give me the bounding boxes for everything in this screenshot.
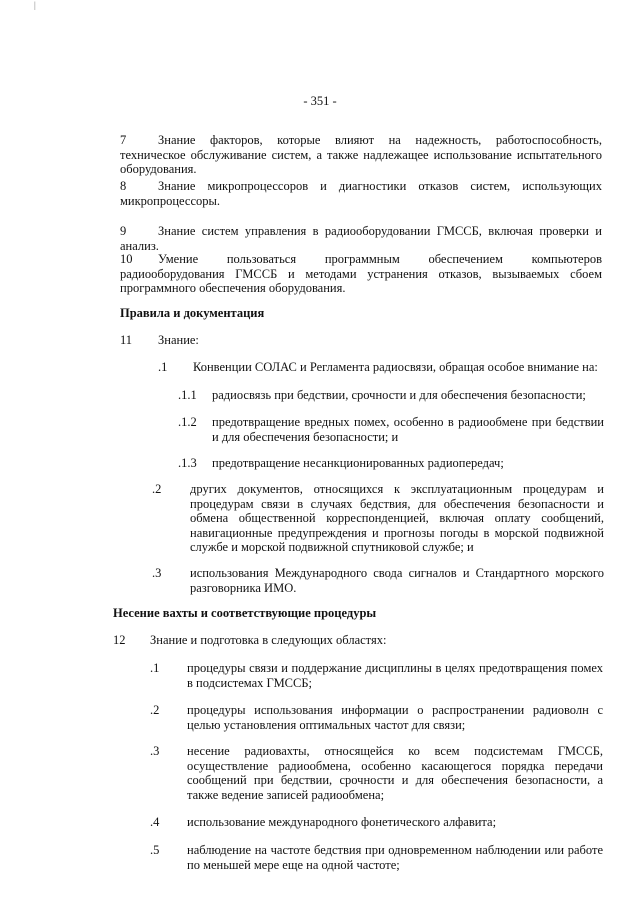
subitem-number: .2 (152, 482, 162, 496)
item-text: Знание: (158, 333, 199, 347)
item-text: Знание микропроцессоров и диагностики отказов систем, использующих микропроцессоры. (120, 179, 602, 208)
subitem-text: Конвенции СОЛАС и Регламента радиосвязи, обращая особое внимание на: (193, 360, 598, 374)
scan-mark: | (34, 0, 36, 10)
subitem-text: других документов, относящихся к эксплуатационным процедурам и процедурам связи в случаях бедствия, для обеспечения безопасности и обмена общественной корреспонденцией, включая оплату сообщений, навигационные предупреждения и прогнозы погоды в морской подвижной службе и морской подвижной спутниковой службе; и (190, 482, 604, 555)
subitem-number: .1 (158, 360, 168, 374)
subitem-number: .3 (152, 566, 162, 580)
subsubitem-number: .1.3 (178, 456, 197, 470)
subsubitem-number: .1.2 (178, 415, 197, 429)
item-number: 9 (120, 224, 127, 238)
subitem-text: наблюдение на частоте бедствия при одновременном наблюдении или работе по меньшей мере еще на одной частоте; (187, 843, 603, 872)
item-number: 10 (120, 252, 133, 266)
subitem-text: процедуры связи и поддержание дисциплины в целях предотвращения помех в подсистемах ГМССБ; (187, 661, 603, 690)
item-number: 8 (120, 179, 127, 193)
item-text: Умение пользоваться программным обеспечением компьютеров радиооборудования ГМССБ и методами устранения отказов, вызываемых сбоем программного обеспечения оборудования. (120, 252, 602, 296)
subsubitem-text: предотвращение несанкционированных радиопередач; (212, 456, 504, 470)
item-text: Знание и подготовка в следующих областях: (150, 633, 387, 647)
item-number: 12 (113, 633, 126, 647)
subitem-text: использование международного фонетического алфавита; (187, 815, 497, 829)
subitem-number: .5 (150, 843, 160, 857)
subitem-text: использования Международного свода сигналов и Стандартного морского разговорника ИМО. (190, 566, 604, 595)
subsubitem-number: .1.1 (178, 388, 197, 402)
item-text: Знание факторов, которые влияют на надежность, работоспособность, техническое обслуживание систем, а также надлежащее использование испытательного оборудования. (120, 133, 602, 177)
page-number: - 351 - (303, 94, 337, 108)
subitem-number: .1 (150, 661, 160, 675)
section-heading: Несение вахты и соответствующие процедуры (113, 606, 377, 620)
subsubitem-text: предотвращение вредных помех, особенно в радиообмене при бедствии и для обеспечения безопасности; и (212, 415, 604, 444)
item-number: 11 (120, 333, 133, 347)
subitem-number: .2 (150, 703, 160, 717)
subitem-number: .4 (150, 815, 160, 829)
subitem-text: несение радиовахты, относящейся ко всем подсистемам ГМССБ, осуществление радиообмена, особенно касающегося порядка передачи сообщений при бедствии, срочности и для обеспечения безопасности, а также ведение записей радиообмена; (187, 744, 603, 802)
item-number: 7 (120, 133, 127, 147)
subitem-number: .3 (150, 744, 160, 758)
subsubitem-text: радиосвязь при бедствии, срочности и для обеспечения безопасности; (212, 388, 586, 402)
subitem-text: процедуры использования информации о распространении радиоволн с целью установления оптимальных частот для связи; (187, 703, 603, 732)
item-text: Знание систем управления в радиооборудовании ГМССБ, включая проверки и анализ. (120, 224, 602, 253)
section-heading: Правила и документация (120, 306, 265, 320)
